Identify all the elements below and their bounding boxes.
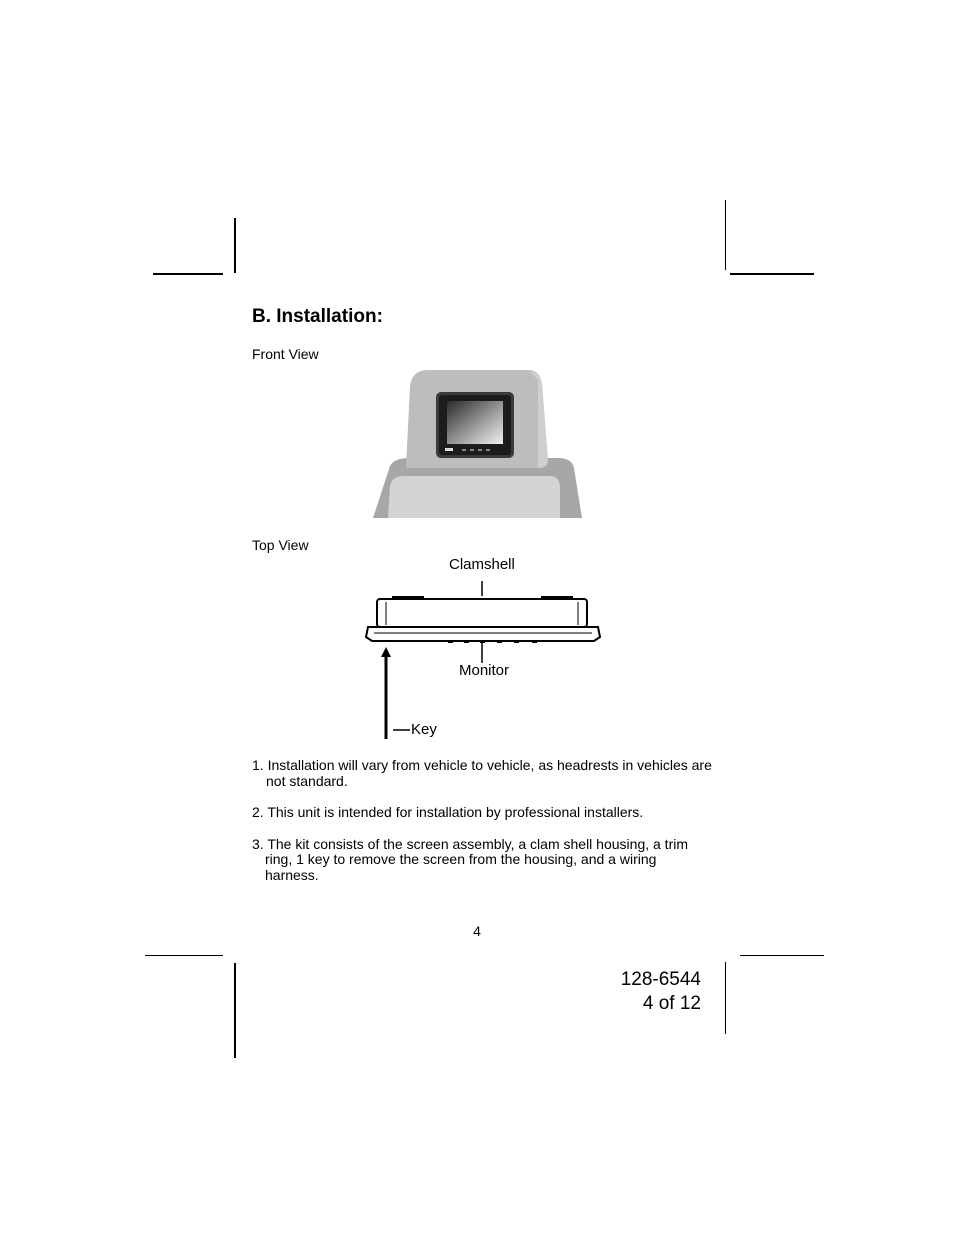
clamshell-label: Clamshell [449, 556, 515, 573]
crop-mark [234, 218, 236, 273]
page-number: 4 [473, 923, 481, 939]
key-label: Key [411, 721, 437, 738]
document-id: 128-6544 [620, 969, 701, 990]
headrest-front-view-illustration [370, 368, 585, 520]
section-title: B. Installation: [252, 306, 383, 327]
crop-mark [725, 962, 726, 1034]
front-view-caption: Front View [252, 346, 319, 362]
crop-mark [725, 200, 726, 270]
crop-mark [153, 273, 223, 275]
crop-mark [145, 955, 223, 956]
document-id-block [621, 968, 701, 1016]
top-view-caption: Top View [252, 537, 309, 553]
top-view-diagram [360, 575, 610, 745]
crop-mark [234, 963, 236, 1058]
list-item: 1. Installation will vary from vehicle to vehicle, as headrests in vehicles are not standard. [252, 757, 712, 789]
list-item: 3. The kit consists of the screen assembly, a clam shell housing, a trim ring, 1 key to remove the screen from the housing, and a wiring harness. [252, 835, 689, 883]
crop-mark [740, 955, 824, 956]
list-item: 2. This unit is intended for installation by professional installers. [252, 804, 644, 820]
monitor-label: Monitor [459, 662, 510, 679]
sheet-count: 4 of 12 [642, 993, 701, 1014]
crop-mark [730, 273, 814, 275]
installation-instructions [252, 758, 712, 899]
